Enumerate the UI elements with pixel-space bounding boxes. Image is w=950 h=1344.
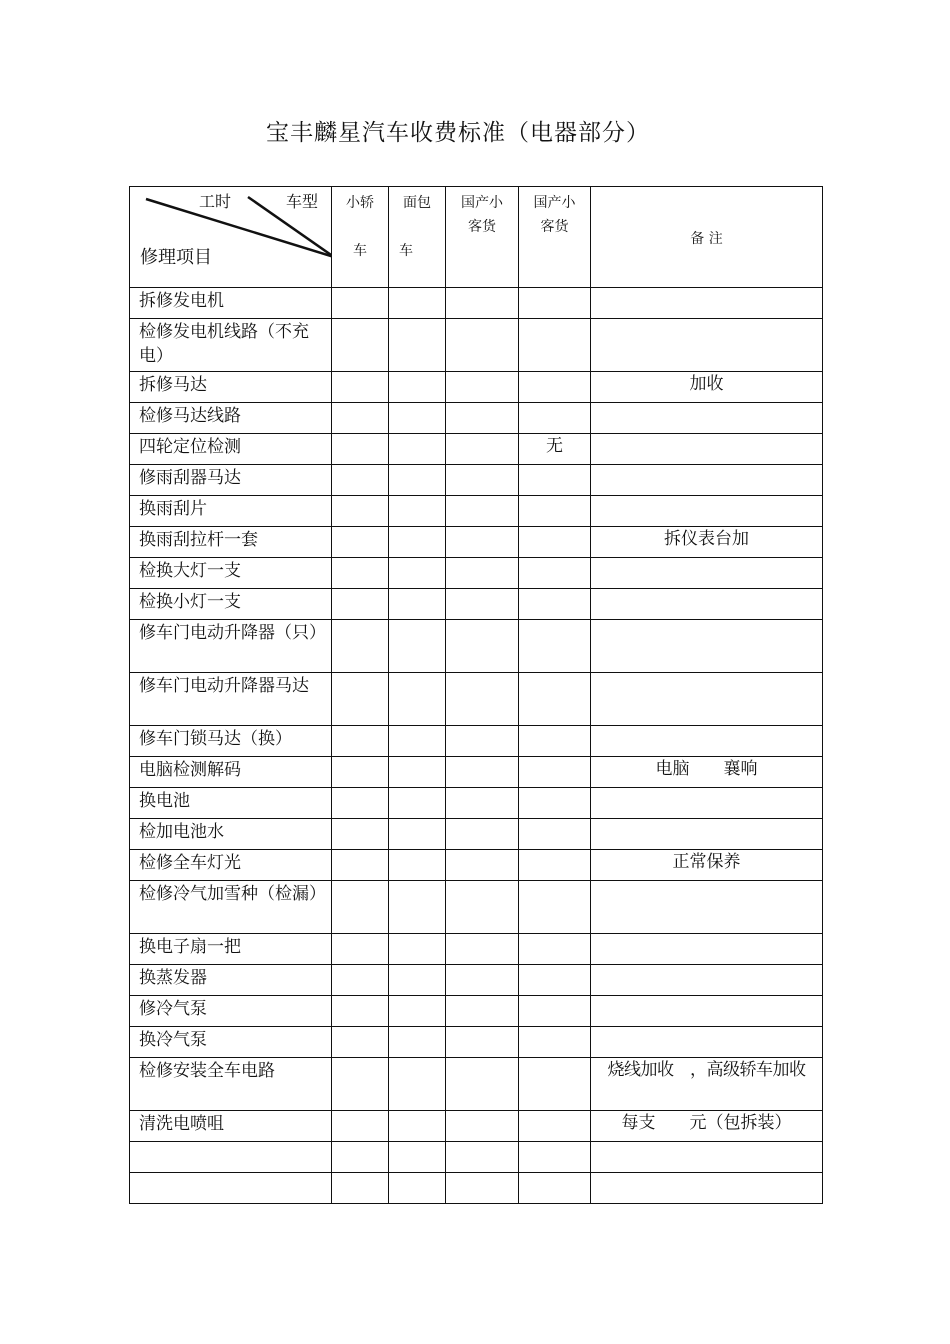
van-cell [389, 372, 446, 403]
table-row [130, 673, 823, 726]
table-row [130, 819, 823, 850]
sedan-cell [332, 726, 389, 757]
domestic-a-cell [446, 527, 519, 558]
table-row [130, 850, 823, 881]
remarks-cell [591, 673, 823, 726]
domestic-b-cell [519, 1173, 591, 1204]
remarks-cell [591, 288, 823, 319]
domestic-a-cell [446, 465, 519, 496]
repair-item-cell: 清洗电喷咀 [130, 1111, 332, 1142]
remarks-cell [591, 434, 823, 465]
remarks-cell [591, 465, 823, 496]
sedan-cell [332, 496, 389, 527]
van-cell [389, 726, 446, 757]
domestic-a-cell [446, 788, 519, 819]
remarks-cell [591, 620, 823, 673]
table-row [130, 1027, 823, 1058]
domestic-a-cell [446, 496, 519, 527]
domestic-b-cell [519, 850, 591, 881]
domestic-a-cell [446, 403, 519, 434]
corner-work-hours-label: 工时 [199, 192, 232, 211]
sedan-cell [332, 1142, 389, 1173]
van-cell [389, 881, 446, 934]
domestic-a-cell [446, 1142, 519, 1173]
remarks-cell [591, 1173, 823, 1204]
van-cell [389, 1058, 446, 1111]
domestic-a-cell [446, 726, 519, 757]
table-row [130, 465, 823, 496]
repair-item-cell: 换冷气泵 [130, 1027, 332, 1058]
sedan-cell [332, 996, 389, 1027]
van-cell [389, 319, 446, 372]
sedan-cell [332, 788, 389, 819]
sedan-cell [332, 934, 389, 965]
sedan-cell [332, 403, 389, 434]
repair-item-cell: 换电子扇一把 [130, 934, 332, 965]
remarks-cell: 烧线加收 ，高级轿车加收 [591, 1058, 823, 1111]
sedan-cell [332, 757, 389, 788]
domestic-a-cell [446, 319, 519, 372]
domestic-a-cell [446, 850, 519, 881]
remarks-cell: 正常保养 [591, 850, 823, 881]
fee-table [129, 186, 823, 1204]
remarks-cell [591, 558, 823, 589]
domestic-a-cell [446, 372, 519, 403]
remarks-cell [591, 881, 823, 934]
domestic-b-cell [519, 934, 591, 965]
repair-item-cell: 检修马达线路 [130, 403, 332, 434]
col-header-van: 面包 车 [389, 187, 446, 288]
table-row [130, 996, 823, 1027]
repair-item-cell: 检修冷气加雪种（检漏） [130, 881, 332, 934]
sedan-cell [332, 1173, 389, 1204]
domestic-b-cell [519, 1027, 591, 1058]
van-cell [389, 1173, 446, 1204]
remarks-cell: 电脑 襄响 [591, 757, 823, 788]
table-row [130, 1058, 823, 1111]
table-row [130, 1111, 823, 1142]
van-cell [389, 673, 446, 726]
sedan-cell [332, 589, 389, 620]
header-row [130, 187, 823, 288]
table-row [130, 527, 823, 558]
domestic-a-cell [446, 965, 519, 996]
col-header-sedan: 小轿 车 [332, 187, 389, 288]
repair-item-cell: 换雨刮片 [130, 496, 332, 527]
table-row [130, 496, 823, 527]
van-cell [389, 850, 446, 881]
domestic-a-cell [446, 558, 519, 589]
repair-item-cell: 拆修马达 [130, 372, 332, 403]
table-row [130, 403, 823, 434]
domestic-a-cell [446, 996, 519, 1027]
domestic-b-cell [519, 403, 591, 434]
domestic-b-cell [519, 372, 591, 403]
domestic-a-cell [446, 1058, 519, 1111]
repair-item-cell: 修车门锁马达（换） [130, 726, 332, 757]
repair-item-cell: 换雨刮拉杆一套 [130, 527, 332, 558]
domestic-b-cell [519, 288, 591, 319]
domestic-a-cell [446, 819, 519, 850]
domestic-b-cell [519, 881, 591, 934]
domestic-b-cell [519, 465, 591, 496]
col-header-remarks: 备 注 [591, 187, 823, 288]
domestic-b-cell: 无 [519, 434, 591, 465]
domestic-b-cell [519, 589, 591, 620]
van-cell [389, 965, 446, 996]
sedan-cell [332, 319, 389, 372]
domestic-a-cell [446, 673, 519, 726]
domestic-b-cell [519, 620, 591, 673]
domestic-b-cell [519, 819, 591, 850]
van-cell [389, 434, 446, 465]
remarks-cell [591, 1027, 823, 1058]
domestic-a-cell [446, 589, 519, 620]
corner-vehicle-type-label: 车型 [286, 192, 319, 211]
sedan-cell [332, 558, 389, 589]
repair-item-cell: 检换大灯一支 [130, 558, 332, 589]
remarks-cell [591, 726, 823, 757]
van-cell [389, 620, 446, 673]
sedan-cell [332, 620, 389, 673]
domestic-b-cell [519, 527, 591, 558]
repair-item-cell: 换电池 [130, 788, 332, 819]
remarks-cell: 拆仪表台加 [591, 527, 823, 558]
repair-item-cell: 四轮定位检测 [130, 434, 332, 465]
remarks-cell [591, 319, 823, 372]
van-cell [389, 757, 446, 788]
domestic-b-cell [519, 558, 591, 589]
van-cell [389, 819, 446, 850]
sedan-cell [332, 1058, 389, 1111]
domestic-a-cell [446, 757, 519, 788]
sedan-cell [332, 288, 389, 319]
col-header-domestic-a: 国产小 客货 [446, 187, 519, 288]
table-row [130, 288, 823, 319]
van-cell [389, 558, 446, 589]
sedan-cell [332, 434, 389, 465]
remarks-cell [591, 589, 823, 620]
repair-item-cell: 换蒸发器 [130, 965, 332, 996]
domestic-a-cell [446, 1111, 519, 1142]
table-row [130, 620, 823, 673]
sedan-cell [332, 965, 389, 996]
repair-item-cell: 修车门电动升降器（只） [130, 620, 332, 673]
van-cell [389, 1111, 446, 1142]
van-cell [389, 403, 446, 434]
remarks-cell [591, 934, 823, 965]
sedan-cell [332, 881, 389, 934]
sedan-cell [332, 465, 389, 496]
sedan-cell [332, 1027, 389, 1058]
van-cell [389, 527, 446, 558]
table-row [130, 934, 823, 965]
remarks-cell [591, 788, 823, 819]
remarks-cell [591, 496, 823, 527]
sedan-cell [332, 372, 389, 403]
van-cell [389, 496, 446, 527]
domestic-b-cell [519, 1142, 591, 1173]
remarks-cell [591, 996, 823, 1027]
remarks-cell [591, 1142, 823, 1173]
table-row [130, 757, 823, 788]
repair-item-cell: 修冷气泵 [130, 996, 332, 1027]
domestic-a-cell [446, 434, 519, 465]
col-header-domestic-b: 国产小 客货 [519, 187, 591, 288]
page-title: 宝丰麟星汽车收费标准（电器部分） [266, 120, 650, 146]
sedan-cell [332, 850, 389, 881]
repair-item-cell [130, 1142, 332, 1173]
table-row [130, 372, 823, 403]
van-cell [389, 996, 446, 1027]
van-cell [389, 465, 446, 496]
van-cell [389, 788, 446, 819]
repair-item-cell: 修车门电动升降器马达 [130, 673, 332, 726]
domestic-b-cell [519, 673, 591, 726]
sedan-cell [332, 673, 389, 726]
table-row [130, 1173, 823, 1204]
domestic-b-cell [519, 319, 591, 372]
repair-item-cell: 检修安装全车电路 [130, 1058, 332, 1111]
domestic-b-cell [519, 726, 591, 757]
van-cell [389, 1142, 446, 1173]
domestic-a-cell [446, 288, 519, 319]
domestic-a-cell [446, 1173, 519, 1204]
domestic-b-cell [519, 496, 591, 527]
remarks-cell: 加收 [591, 372, 823, 403]
repair-item-cell: 检加电池水 [130, 819, 332, 850]
sedan-cell [332, 819, 389, 850]
repair-item-cell: 检修全车灯光 [130, 850, 332, 881]
domestic-a-cell [446, 934, 519, 965]
remarks-cell [591, 965, 823, 996]
table-row [130, 1142, 823, 1173]
domestic-b-cell [519, 757, 591, 788]
repair-item-cell: 电脑检测解码 [130, 757, 332, 788]
domestic-b-cell [519, 1058, 591, 1111]
domestic-b-cell [519, 996, 591, 1027]
remarks-cell [591, 819, 823, 850]
diagonal-header-cell [130, 187, 332, 288]
table-row [130, 788, 823, 819]
repair-item-cell: 检换小灯一支 [130, 589, 332, 620]
table-row [130, 881, 823, 934]
van-cell [389, 589, 446, 620]
van-cell [389, 1027, 446, 1058]
remarks-cell [591, 403, 823, 434]
repair-item-cell: 检修发电机线路（不充电） [130, 319, 332, 372]
repair-item-cell [130, 1173, 332, 1204]
table-row [130, 558, 823, 589]
repair-item-cell: 修雨刮器马达 [130, 465, 332, 496]
table-row [130, 726, 823, 757]
remarks-cell: 每支 元（包拆装） [591, 1111, 823, 1142]
domestic-b-cell [519, 965, 591, 996]
table-row [130, 589, 823, 620]
domestic-a-cell [446, 881, 519, 934]
domestic-b-cell [519, 1111, 591, 1142]
table-row [130, 319, 823, 372]
table-row [130, 434, 823, 465]
corner-repair-item-label: 修理项目 [140, 247, 212, 268]
domestic-a-cell [446, 620, 519, 673]
repair-item-cell: 拆修发电机 [130, 288, 332, 319]
domestic-b-cell [519, 788, 591, 819]
domestic-a-cell [446, 1027, 519, 1058]
table-row [130, 965, 823, 996]
van-cell [389, 288, 446, 319]
sedan-cell [332, 527, 389, 558]
van-cell [389, 934, 446, 965]
sedan-cell [332, 1111, 389, 1142]
